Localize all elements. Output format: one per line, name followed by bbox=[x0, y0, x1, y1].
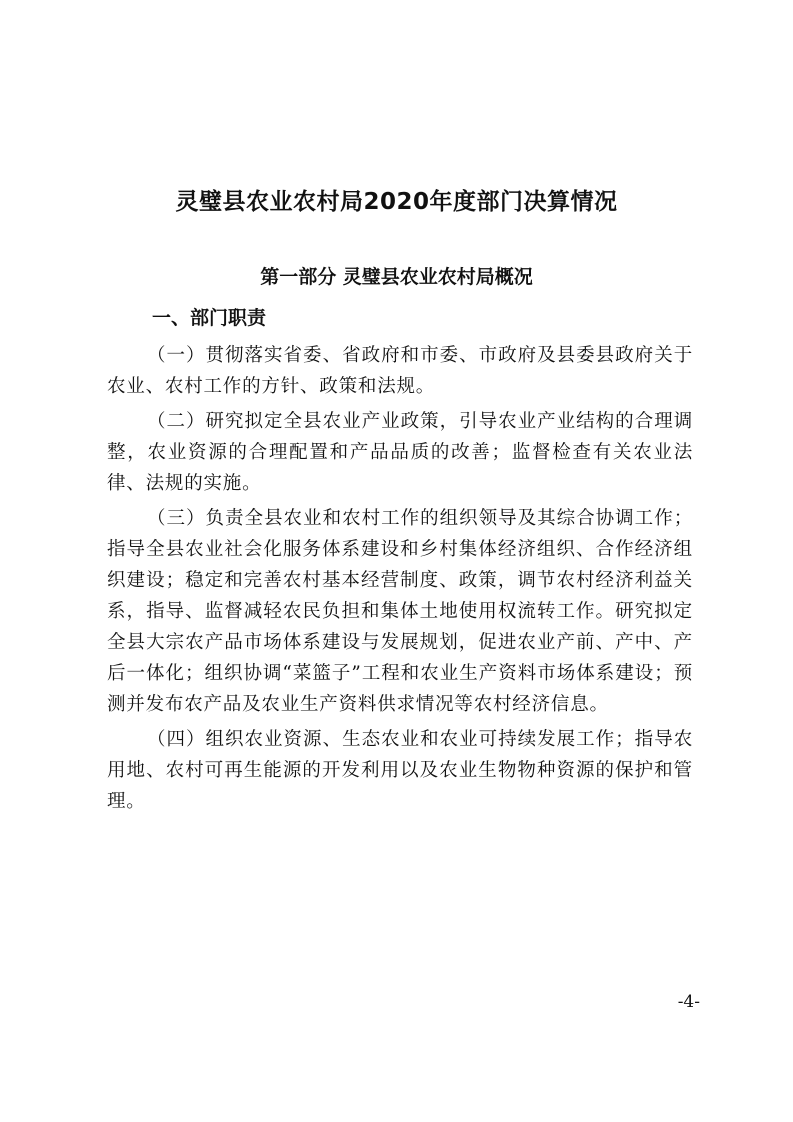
paragraph-2: （二）研究拟定全县农业产业政策，引导农业产业结构的合理调整，农业资源的合理配置和产品品质的改善；监督检查有关农业法律、法规的实施。 bbox=[107, 411, 693, 494]
page-number: -4- bbox=[677, 992, 700, 1012]
paragraph-4: （四）组织农业资源、生态农业和农业可持续发展工作；指导农用地、农村可再生能源的开发利用以及农业生物物种资源的保护和管理。 bbox=[107, 729, 693, 812]
paragraph-3: （三）负责全县农业和农村工作的组织领导及其综合协调工作；指导全县农业社会化服务体系建设和乡村集体经济组织、合作经济组织建设；稳定和完善农村基本经营制度、政策，调节农村经济利益关系，指导、监督减轻农民负担和集体土地使用权流转工作。研究拟定全县大宗农产品市场体系建设与发展规划，促进农业产前、产中、产后一体化；组织协调“菜篮子”工程和农业生产资料市场体系建设；预测并发布农产品及农业生产资料供求情况等农村经济信息。 bbox=[107, 508, 693, 715]
body-text bbox=[107, 340, 693, 821]
paragraph-1: （一）贯彻落实省委、省政府和市委、市政府及县委县政府关于农业、农村工作的方针、政策和法规。 bbox=[107, 345, 693, 397]
part-title: 第一部分 灵璧县农业农村局概况 bbox=[260, 266, 533, 288]
section-heading: 一、部门职责 bbox=[152, 307, 267, 329]
document-title: 灵璧县农业农村局2020年度部门决算情况 bbox=[175, 189, 618, 215]
